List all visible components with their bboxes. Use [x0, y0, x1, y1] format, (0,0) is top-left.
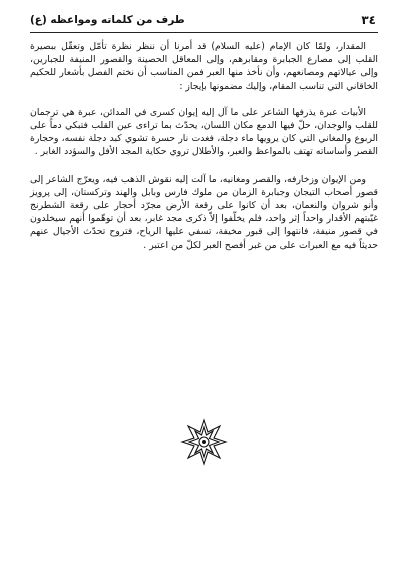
paragraph: ومن الإيوان وزخارفه، والقصر ومغانيه، ما آلت إليه نقوش الذهب فيه، ويعرّج الشاعر إلى قصور أصحاب التيجان وجبابرة الزمان من ملوك فارس وبابل والهند وتركستان، إلى پرويز وأنو شروان والنعمان، بعد أن كانوا على رقعة الأرض مجرّد أحجار على رقعة الشطرنج غيّبتهم الأقدار واحداً إثر واحد، فلم يخلّفوا إلاّ ذكرى مجد غابر، بعد أن توهّموا أنهم سيخلدون في قصور منيفة، فانتهوا إلى قبور مخيفة، تسفي عليها الرياح، فتروح تحدّث الأجيال عنهم حديثاً فيه مع العبرات على من غبر أفصح العبر لكلّ من اعتبر . [30, 173, 378, 251]
paragraph: الأبيات عبرة يذرفها الشاعر على ما آل إليه إيوان كسرى في المدائن، عبرة هي ترجمان للقلب والوجدان، حلّ فيها الدمع مكان اللسان، يحدّث بما تراءى عين القلب فتبكي دماً على الربوع والمغاني التي كان يرويها ماء دجلة، فغدت نار حسرة تشوي كبد دجلة نفسه، وحجارة القصر وأساساته تهتف بالمواعظ والعبر، والأطلال تروي حكاية المجد الأفل والسؤدد الغابر . [30, 106, 378, 158]
page-number: ٣٤ [361, 13, 376, 27]
header-rule [30, 32, 378, 33]
page-header [30, 12, 376, 32]
star-ornament-icon [180, 418, 228, 466]
page-body [30, 40, 378, 252]
running-title: طرف من كلماته ومواعظه (ع) [30, 14, 185, 26]
paragraph: المقدار، ولمّا كان الإمام (عليه السلام) قد أمرنا أن ننظر نظرة تأمّل وتعقّل ببصيرة القلب إلى مصارع الجبابرة ومقابرهم، وإلى المعاقل الحصينة والقصور المنيفة للجبارين، وإلى عيالاتهم ومصانعهم، وأن نأخذ منها العبر فمن المناسب أن نختم الفصل بأشعار للحكيم الخاقاني التي تناسب المقام، وإليك مضمونها بإيجاز : [30, 41, 378, 92]
